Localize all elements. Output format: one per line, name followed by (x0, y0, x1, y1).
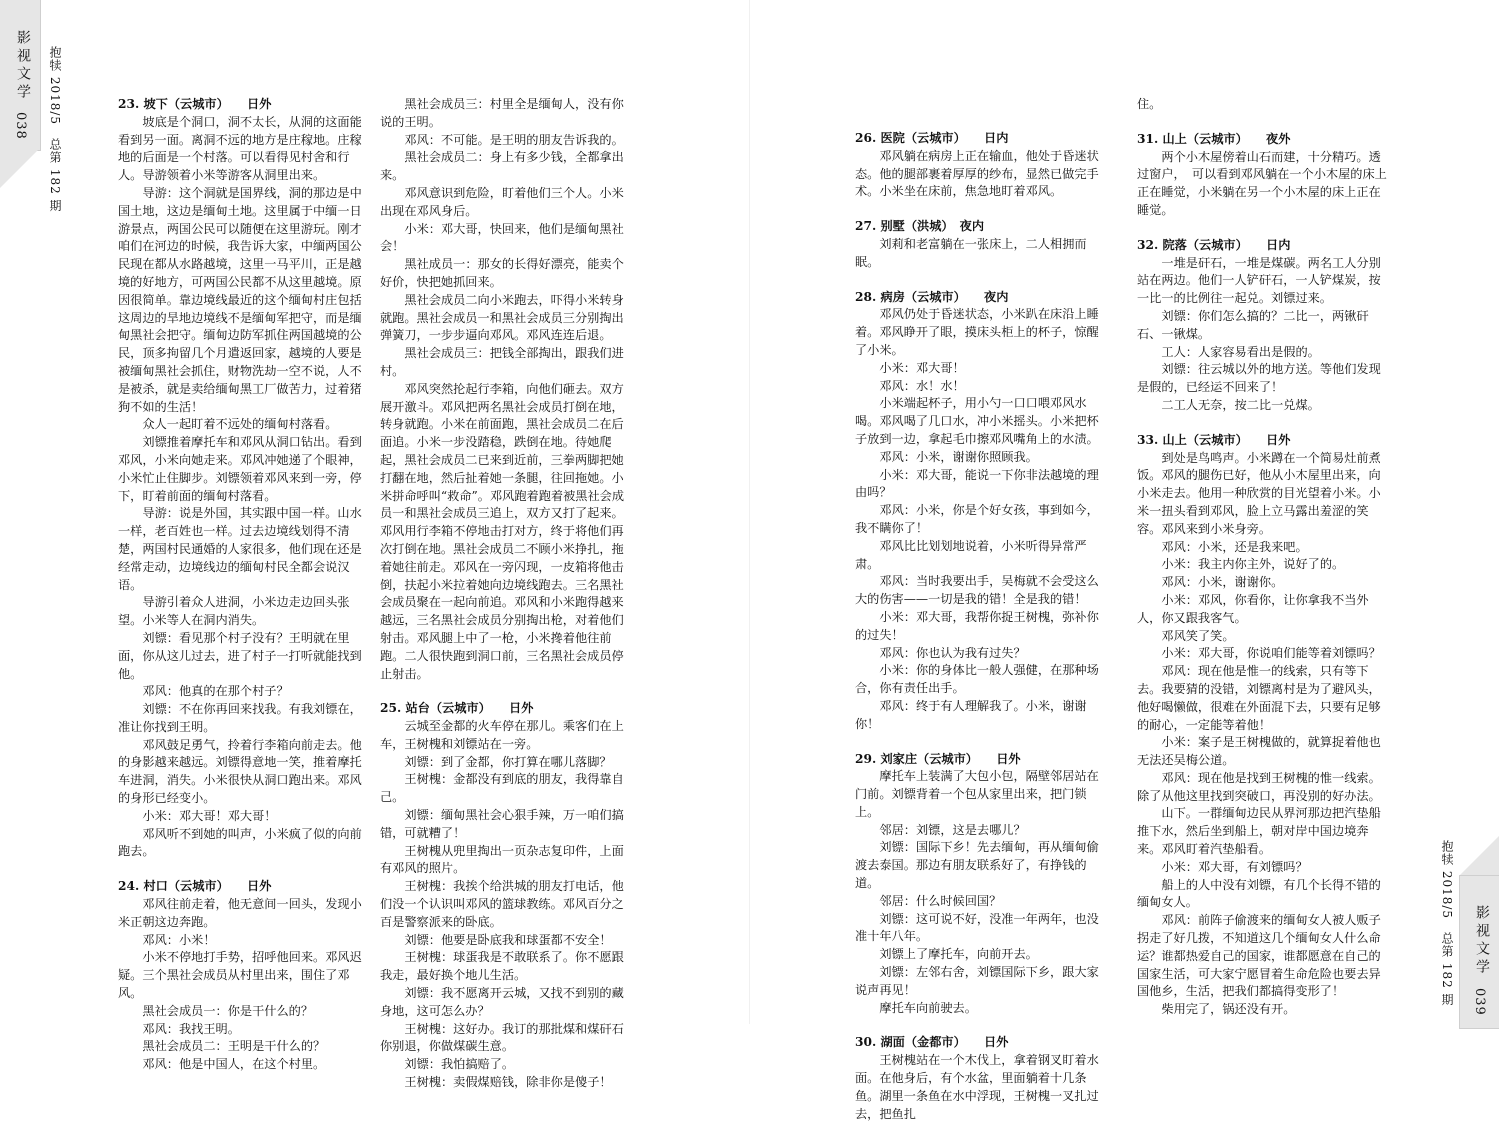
script-paragraph: 黑社会成员一：你是干什么的？ (142, 1003, 314, 1018)
script-paragraph: 邓风：我找王明。 (142, 1021, 240, 1036)
script-paragraph: 刘镖：国际下乡！先去缅甸，再从缅甸偷渡去泰国。那边有朋友联系好了，有挣钱的道。 (855, 840, 1099, 891)
script-paragraph: 黑社会成员三：村里全是缅甸人，没有你说的王明。 (380, 97, 624, 129)
text-column-4 (1137, 96, 1390, 1019)
script-paragraph: 一堆是矸石，一堆是煤碳。两名工人分别站在两边。他们一人铲矸石，一人铲煤炭，按一比一的比例往一起兑。刘镖过来。 (1137, 255, 1381, 306)
right-margin-tab-corner (1459, 836, 1499, 876)
script-paragraph: 邓风：他真的在那个村子？ (142, 684, 289, 699)
script-paragraph: 王树槐从兜里掏出一页杂志复印件，上面有邓风的照片。 (380, 843, 624, 876)
script-paragraph: 船上的人中没有刘镖，有几个长得不错的缅甸女人。 (1137, 877, 1381, 910)
script-paragraph: 山下。一群缅甸边民从界河那边把汽垫船推下水，然后坐到船上，朝对岸中国边境奔来。邓风盯着汽垫船看。 (1137, 806, 1381, 857)
script-paragraph: 邓风躺在病房上正在输血，他处于昏迷状态。他的腿部裹着厚厚的纱布，显然已做完手术。小米坐在床前，焦急地盯着邓风。 (855, 148, 1099, 199)
script-paragraph: 柴用完了，锅还没有开。 (1161, 1002, 1296, 1017)
script-paragraph: 刘莉和老富躺在一张床上，二人相拥而眠。 (855, 236, 1087, 269)
script-paragraph: 邓风：现在他是找到王树槐的惟一线索。除了从他这里找到突破口，再没别的好办法。 (1137, 770, 1381, 803)
script-paragraph: 邓风：现在他是惟一的线索，只有等下去。我要猜的没错，刘镖离村是为了避风头，他好喝懒做，很难在外面混下去，只要有足够的耐心，一定能等着他！ (1137, 664, 1381, 732)
script-paragraph: 刘镖：不在你再回来找我。有我刘镖在，准让你找到王明。 (118, 702, 362, 734)
script-paragraph: 王树槐：我挨个给洪城的朋友打电话，他们没一个认识叫邓风的篮球教练。邓风百分之百是警察派来的卧底。 (380, 879, 624, 929)
script-paragraph: 到处是鸟鸣声。小米蹲在一个简易灶前煮饭。邓风的腿伤已好，他从小木屋里出来，向小米走去。他用一种欣赏的目光望着小米。小米一扭头看到邓风，脸上立马露出羞涩的笑容。邓风来到小米身旁。 (1137, 450, 1381, 536)
script-paragraph: 刘镖：往云城以外的地方送。等他们发现是假的，已经运不回来了！ (1137, 362, 1381, 395)
script-paragraph: 王树槐：球蛋我是不敢联系了。你不愿跟我走，最好换个地儿生活。 (380, 950, 624, 983)
script-paragraph: 邓风往前走着，他无意间一回头，发现小米正朝这边奔跑。 (118, 897, 362, 929)
script-paragraph: 刘镖：我不愿离开云城，又找不到别的藏身地，这可怎么办？ (380, 986, 624, 1018)
script-paragraph: 邻居：什么时候回国？ (879, 893, 1002, 908)
script-paragraph: 王树槐站在一个木伐上，拿着钢叉盯着水面。在他身后，有个水盆，里面躺着十几条鱼。湖里一条鱼在水中浮现，王树槐一叉扎过去，把鱼扎 (855, 1053, 1099, 1121)
script-paragraph: 二工人无奈，按二比一兑煤。 (1161, 397, 1320, 412)
continued-text: 住。 (1137, 97, 1162, 111)
script-paragraph: 邓风：不可能。是王明的朋友告诉我的。 (404, 132, 624, 147)
scene-heading: 32. 院落（云城市） 日内 (1137, 237, 1291, 252)
script-paragraph: 黑社会成员二：身上有多少钱，全都拿出来。 (380, 150, 624, 183)
left-page-number: 038 (13, 112, 28, 140)
script-paragraph: 刘镖：他要是卧底我和球蛋都不安全！ (404, 932, 612, 947)
script-paragraph: 小米：邓大哥！ (879, 360, 965, 375)
scene-heading: 26. 医院（云城市） 日内 (855, 131, 1009, 145)
scene-heading: 25. 站台（云城市） 日外 (380, 701, 534, 716)
script-paragraph: 邓风比比划划地说着，小米听得异常严肃。 (855, 538, 1087, 571)
script-paragraph: 小米端起杯子，用小勺一口口喂邓风水喝。邓风喝了几口水，冲小米摇头。小米把杯子放到一边，拿起毛巾擦邓风嘴角上的水渍。 (855, 396, 1099, 446)
script-paragraph: 邓风：当时我要出手，吴梅就不会受这么大的伤害——一切是我的错！全是我的错！ (855, 574, 1099, 607)
script-paragraph: 小米：邓大哥，能说一下你非法越境的理由吗？ (855, 467, 1099, 500)
script-paragraph: 邓风听不到她的叫声，小米疯了似的向前跑去。 (118, 826, 362, 859)
script-paragraph: 王树槐：卖假煤赔钱，除非你是傻子！ (404, 1075, 612, 1090)
script-paragraph: 邓风突然抡起行李箱，向他们砸去。双方展开激斗。邓风把两名黑社会成员打倒在地，转身就跑。小米在前面跑，黑社会成员二在后面追。小米一步没踏稳，跌倒在地。待她爬起，黑社会成员二已来到近前，三拳两脚把她打翻在地，然后扯着她一条腿，往回拖她。小米拼命呼叫“救命”。邓风跑着跑着被黑社会成员一和黑社会成员三追上，双方又打了起来。邓风用行李箱不停地击打对方，终于将他们再次打倒在地。黑社会成员二不顾小米挣扎，拖着她往前走。邓风在一旁闪现，一皮箱将他击倒，扶起小米拉着她向边境线跑去。三名黑社会成员聚在一起向前追。邓风和小米跑得越来越远，三名黑社会成员分别掏出枪，对着他们射击。邓风腿上中了一枪，小米搀着他往前跑。二人很快跑到洞口前，三名黑社会成员停止射击。 (380, 381, 625, 681)
scene-heading: 33. 山上（云城市） 日外 (1137, 432, 1291, 447)
script-paragraph: 小米：邓大哥！邓大哥！ (142, 808, 277, 823)
script-paragraph: 云城至金都的火车停在那儿。乘客们在上车，王树槐和刘镖站在一旁。 (380, 719, 624, 751)
script-paragraph: 邓风：小米，你是个好女孩，事到如今，我不瞒你了！ (855, 503, 1099, 535)
left-issue-info: 抱犊 2018/5 总第 182 期 (48, 46, 62, 213)
script-paragraph: 邓风仍处于昏迷状态，小米趴在床沿上睡着。邓风睁开了眼，摸床头柜上的杯子，惊醒了小米。 (855, 307, 1099, 357)
script-paragraph: 刘镖：看见那个村子没有？王明就在里面，你从这儿过去，进了村子一打听就能找到他。 (118, 630, 362, 681)
scene-heading: 29. 刘家庄（云城市） 日外 (855, 751, 1021, 766)
script-paragraph: 坡底是个洞口，洞不太长，从洞的这面能看到另一面。离洞不远的地方是庄稼地。庄稼地的后面是一个村落。可以看得见村舍和行人。导游领着小米等游客从洞里出来。 (118, 114, 362, 183)
script-paragraph: 王树槐：这好办。我订的那批煤和煤矸石你别退，你做煤碳生意。 (380, 1021, 624, 1054)
scene-heading: 31. 山上（云城市） 夜外 (1137, 131, 1291, 146)
script-paragraph: 刘镖：你们怎么搞的？二比一，两锹矸石、一锹煤。 (1137, 308, 1369, 341)
script-paragraph: 小米：邓大哥，我帮你捉王树槐，弥补你的过失！ (855, 609, 1099, 642)
script-paragraph: 小米：邓大哥，你说咱们能等着刘镖吗？ (1161, 646, 1381, 661)
left-magazine-title: 影视文学 (15, 30, 31, 102)
script-paragraph: 黑社会成员二：王明是干什么的？ (142, 1039, 326, 1054)
right-issue-info: 抱犊 2018/5 总第 182 期 (1440, 840, 1454, 1007)
script-paragraph: 黑社会成员三：把钱全部掏出，跟我们进村。 (380, 346, 624, 378)
script-paragraph: 两个小木屋傍着山石而建，十分精巧。透过窗户， 可以看到邓风躺在一个小木屋的床上正在睡觉，小米躺在另一个小木屋的床上正在睡觉。 (1137, 149, 1387, 217)
right-magazine-title: 影视文学 (1474, 905, 1490, 977)
script-paragraph: 邓风：你也认为我有过失？ (879, 645, 1026, 660)
script-paragraph: 小米：你的身体比一般人强健，在那种场合，你有责任出手。 (855, 663, 1099, 696)
script-paragraph: 邓风：小米，谢谢你照顾我。 (879, 449, 1038, 464)
left-margin-tab-corner (0, 148, 40, 188)
scene-heading: 23. 坡下（云城市） 日外 (118, 97, 272, 111)
script-paragraph: 黑社成员一：那女的长得好漂亮，能卖个好价，快把她抓回来。 (380, 257, 624, 289)
script-paragraph: 邓风鼓足勇气，拎着行李箱向前走去。他的身影越来越远。刘镖得意地一笑，推着摩托车进洞，消失。小米很快从洞口跑出来。邓风的身形已经变小。 (118, 737, 362, 806)
script-paragraph: 邓风：前阵子偷渡来的缅甸女人被人贩子拐走了好几拨，不知道这几个缅甸女人什么命运？谁都热爱自己的国家，谁都愿意在自己的国家生活，可大家宁愿冒着生命危险也要去异国他乡，生活，把我们都搞得变形了！ (1137, 913, 1381, 999)
scene-heading: 24. 村口（云城市） 日外 (118, 879, 272, 894)
scene-heading: 27. 别墅（洪城） 夜内 (855, 219, 985, 234)
script-paragraph: 刘镖：左邻右舍，刘镖国际下乡，跟大家说声再见！ (855, 965, 1099, 997)
script-paragraph: 邓风：小米，谢谢你。 (1161, 575, 1284, 590)
script-paragraph: 小米：案子是王树槐做的，就算捉着他也无法还吴梅公道。 (1137, 735, 1381, 768)
script-paragraph: 刘镖：缅甸黑社会心狠手辣，万一咱们搞错，可就糟了！ (380, 808, 624, 840)
script-paragraph: 邓风：他是中国人，在这个村里。 (142, 1057, 326, 1072)
script-paragraph: 刘镖上了摩托车，向前开去。 (879, 947, 1038, 962)
script-paragraph: 摩托车上装满了大包小包，隔壁邻居站在门前。刘镖背着一个包从家里出来，把门锁上。 (855, 769, 1099, 819)
right-page-number: 039 (1472, 988, 1487, 1016)
script-paragraph: 邓风：小米，还是我来吧。 (1161, 539, 1308, 554)
script-paragraph: 小米：我主内你主外，说好了的。 (1161, 557, 1345, 572)
script-paragraph: 邓风：终于有人理解我了。小米，谢谢你！ (855, 698, 1087, 731)
script-paragraph: 导游引着众人进洞，小米边走边回头张望。小米等人在洞内消失。 (118, 595, 350, 628)
text-column-1 (118, 96, 371, 1074)
text-column-3 (855, 130, 1108, 1123)
script-paragraph: 小米：邓风，你看你，让你拿我不当外人，你又跟我客气。 (1137, 592, 1369, 625)
scene-heading: 28. 病房（云城市） 夜内 (855, 289, 1009, 304)
script-paragraph: 工人：人家容易看出是假的。 (1161, 344, 1320, 359)
script-paragraph: 黑社会成员二向小米跑去，吓得小米转身就跑。黑社会成员一和黑社会成员三分别掏出弹簧刀，一步步逼向邓风。邓风连连后退。 (380, 292, 624, 343)
script-paragraph: 邓风：水！水！ (879, 378, 965, 393)
script-paragraph: 邓风笑了笑。 (1161, 628, 1235, 643)
script-paragraph: 邓风意识到危险，盯着他们三个人。小米出现在邓风身后。 (380, 185, 624, 218)
scene-heading: 30. 湖面（金都市） 日外 (855, 1035, 1009, 1050)
script-paragraph: 导游：这个洞就是国界线，洞的那边是中国土地，这边是缅甸土地。这里属于中缅一日游景点，两国公民可以随便在这里游玩。刚才咱们在河边的时候，我告诉大家，中缅两国公民现在都从水路越境，这里一马平川，正是越境的好地方，可两国公民都不从这里越境。原因很简单。靠边境线最近的这个缅甸村庄包括这周边的旱地边境线不是缅甸军把守，而是缅甸黑社会把守。缅甸边防军抓住两国越境的公民，顶多拘留几个月遣返回家，越境的人要是被缅甸黑社会抓住，财物洗劫一空不说，人不是被杀，就是卖给缅甸黑工厂做苦力，过着猪狗不如的生活！ (118, 185, 362, 414)
page-gutter (749, 0, 750, 1024)
script-paragraph: 小米不停地打手势，招呼他回来。邓风迟疑。三个黑社会成员从村里出来，围住了邓风。 (118, 950, 362, 1001)
script-paragraph: 众人一起盯着不远处的缅甸村落看。 (142, 417, 338, 432)
script-paragraph: 刘镖推着摩托车和邓风从洞口钻出。看到邓风，小米向她走来。邓风冲她递了个眼神，小米忙止住脚步。刘镖领着邓风来到一旁，停下，盯着前面的缅甸村落看。 (118, 435, 362, 503)
script-paragraph: 小米：邓大哥，快回来，他们是缅甸黑社会！ (380, 221, 624, 254)
script-paragraph: 刘镖：到了金都，你打算在哪儿落脚？ (404, 754, 612, 769)
script-paragraph: 小米：邓大哥，有刘镖吗？ (1161, 859, 1308, 874)
script-paragraph: 王树槐：金都没有到底的朋友，我得靠自己。 (380, 772, 624, 805)
script-paragraph: 刘镖：我怕搞赔了。 (404, 1057, 515, 1072)
script-paragraph: 刘镖：这可说不好，没准一年两年，也没准十年八年。 (855, 911, 1099, 944)
script-paragraph: 邻居：刘镖，这是去哪儿？ (879, 822, 1026, 837)
script-paragraph: 邓风：小米！ (142, 932, 216, 947)
script-paragraph: 摩托车向前驶去。 (879, 1000, 977, 1015)
script-paragraph: 导游：说是外国，其实跟中国一样。山水一样，老百姓也一样。过去边境线划得不清楚，两国村民通婚的人家很多，他们现在还是经常走动，边境线边的缅甸村民全都会说汉语。 (118, 506, 362, 592)
text-column-2 (380, 96, 633, 1092)
